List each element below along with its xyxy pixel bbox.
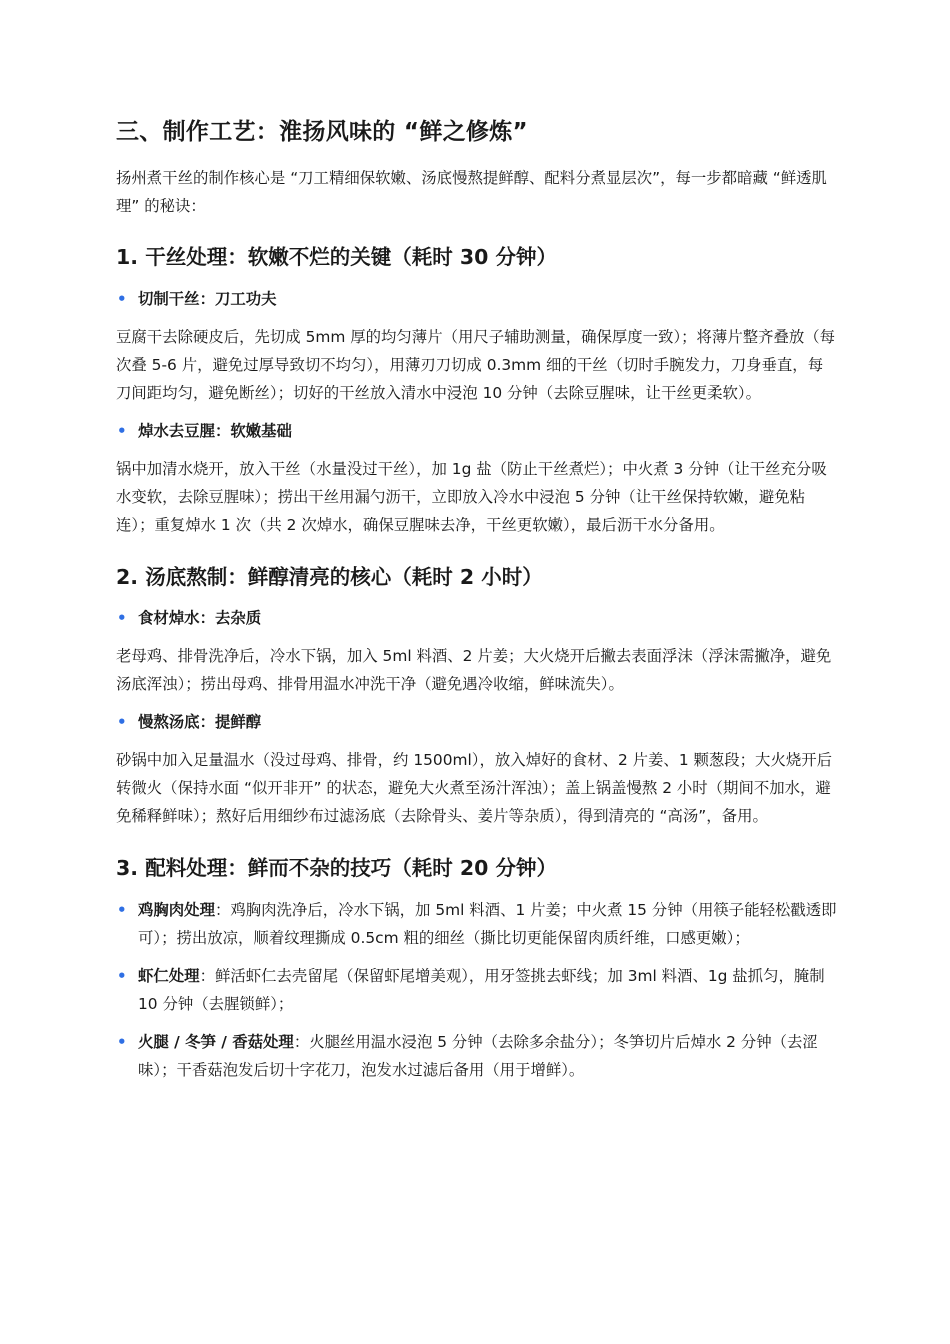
bullet-icon: •	[117, 290, 127, 308]
step-3-title: 3. 配料处理：鲜而不杂的技巧（耗时 20 分钟）	[116, 856, 557, 880]
item-description: 豆腐干去除硬皮后，先切成 5mm 厚的均匀薄片（用尺子辅助测量，确保厚度一致）；将薄片整齐叠放（每次叠 5-6 片，避免过厚导致切不均匀），用薄刃刀切成 0.3mm 细的干丝（切时手腕发力，刀身垂直，每刀间距均匀，避免断丝）；切好的干丝放入清水中浸泡 10 分钟（去除豆腥味，让干丝更柔软）。	[116, 328, 836, 402]
item-label: 鸡胸肉处理	[138, 901, 215, 919]
item-description: 砂锅中加入足量温水（没过母鸡、排骨，约 1500ml），放入焯好的食材、2 片姜、1 颗葱段；大火烧开后转微火（保持水面 “似开非开” 的状态，避免大火煮至汤汁浑浊）；盖上锅盖慢熬 2 小时（期间不加水，避免稀释鲜味）；熬好后用细纱布过滤汤底（去除骨头、姜片等杂质），得到清亮的 “高汤”，备用。	[116, 751, 833, 825]
item-label: 虾仁处理	[138, 967, 200, 985]
item-label: 火腿 / 冬笋 / 香菇处理	[138, 1033, 294, 1051]
step-1-title: 1. 干丝处理：软嫩不烂的关键（耗时 30 分钟）	[116, 245, 557, 269]
list-item	[116, 1028, 838, 1084]
list-item	[116, 417, 838, 445]
item-description: ：鲜活虾仁去壳留尾（保留虾尾增美观），用牙签挑去虾线；加 3ml 料酒、1g 盐抓匀，腌制 10 分钟（去腥锁鲜）；	[138, 967, 825, 1013]
bullet-icon: •	[117, 422, 127, 440]
item-label: 慢熬汤底：提鲜醇	[138, 713, 262, 731]
item-description: 老母鸡、排骨洗净后，冷水下锅，加入 5ml 料酒、2 片姜；大火烧开后撇去表面浮沫（浮沫需撇净，避免汤底浑浊）；捞出母鸡、排骨用温水冲洗干净（避免遇冷收缩，鲜味流失）。	[116, 647, 832, 693]
bullet-icon: •	[117, 967, 127, 985]
list-item	[116, 285, 838, 313]
list-item	[116, 962, 838, 1018]
list-item	[116, 604, 838, 632]
item-label: 焯水去豆腥：软嫩基础	[138, 422, 292, 440]
section-intro: 扬州煮干丝的制作核心是 “刀工精细保软嫩、汤底慢熬提鲜醇、配料分煮显层次”，每一步都暗藏 “鲜透肌理” 的秘诀：	[116, 169, 827, 215]
item-description: 锅中加清水烧开，放入干丝（水量没过干丝），加 1g 盐（防止干丝煮烂）；中火煮 3 分钟（让干丝充分吸水变软，去除豆腥味）；捞出干丝用漏勺沥干，立即放入冷水中浸泡 5 分钟（让干丝保持软嫩，避免粘连）；重复焯水 1 次（共 2 次焯水，确保豆腥味去净，干丝更软嫩），最后沥干水分备用。	[116, 460, 827, 534]
bullet-icon: •	[117, 609, 127, 627]
list-item	[116, 896, 838, 952]
item-description: ：鸡胸肉洗净后，冷水下锅，加 5ml 料酒、1 片姜；中火煮 15 分钟（用筷子能轻松戳透即可）；捞出放凉，顺着纹理撕成 0.5cm 粗的细丝（撕比切更能保留肉质纤维，口感更嫩）；	[138, 901, 837, 947]
item-description: ：火腿丝用温水浸泡 5 分钟（去除多余盐分）；冬笋切片后焯水 2 分钟（去涩味）；干香菇泡发后切十字花刀，泡发水过滤后备用（用于增鲜）。	[138, 1033, 818, 1079]
section-title: 三、制作工艺：淮扬风味的 “鲜之修炼”	[116, 119, 528, 145]
list-item	[116, 708, 838, 736]
bullet-icon: •	[117, 1033, 127, 1051]
item-label: 食材焯水：去杂质	[138, 609, 262, 627]
bullet-icon: •	[117, 713, 127, 731]
step-2-title: 2. 汤底熬制：鲜醇清亮的核心（耗时 2 小时）	[116, 565, 543, 589]
item-label: 切制干丝：刀工功夫	[138, 290, 277, 308]
bullet-icon: •	[117, 901, 127, 919]
